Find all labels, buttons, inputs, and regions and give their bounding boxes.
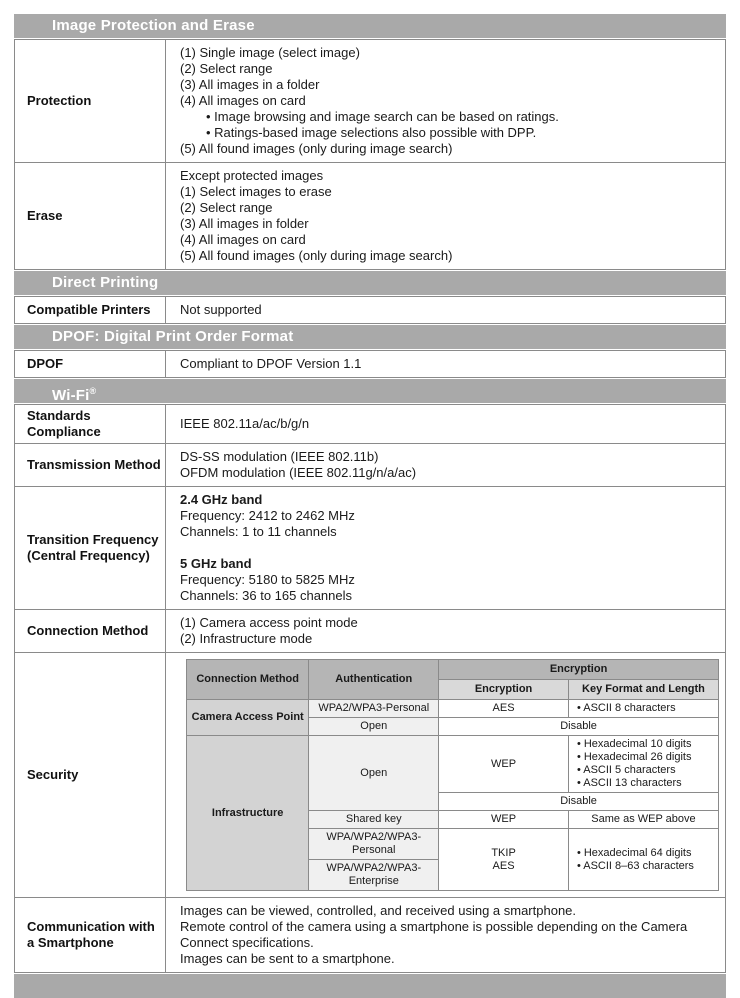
cell-encryption: [439, 829, 569, 891]
table-row-standards-compliance: [15, 405, 726, 444]
value-line: (4) All images on card: [180, 93, 306, 108]
cell-key-format: Same as WEP above: [568, 811, 718, 829]
value-bullet-line: • Ratings-based image selections also possible with DPP.: [206, 125, 537, 140]
cell-disable: Disable: [439, 718, 719, 736]
row-value-security: [166, 653, 726, 898]
cell-auth: Shared key: [309, 811, 439, 829]
row-value-compatible-printers: [166, 297, 726, 324]
row-label-connection-method: Connection Method: [15, 610, 166, 653]
row-label-erase: Erase: [15, 163, 166, 270]
row-label-dpof: DPOF: [15, 351, 166, 378]
row-label-transition-frequency: [15, 487, 166, 610]
label-line: a Smartphone: [27, 935, 114, 950]
row-value-transition-frequency: [166, 487, 726, 610]
value-line: Images can be sent to a smartphone.: [180, 951, 395, 966]
table-row-transition-frequency: [15, 487, 726, 610]
value-line: (3) All images in a folder: [180, 77, 320, 92]
cell-auth: WPA/WPA2/WPA3-Personal: [309, 829, 439, 860]
key-line: • Hexadecimal 26 digits: [576, 751, 692, 763]
security-row-cap-wpa-personal: [187, 700, 719, 718]
next-section-header-partial: [14, 974, 726, 998]
section-header-wifi: [14, 379, 726, 403]
value-line: (2) Select range: [180, 61, 273, 76]
row-value-dpof: [166, 351, 726, 378]
cell-key-format: [568, 736, 718, 793]
encryption-line: AES: [492, 859, 515, 872]
label-line: Compliance: [27, 424, 101, 439]
value-line: (5) All found images (only during image search): [180, 141, 453, 156]
key-line: • ASCII 8–63 characters: [576, 859, 694, 872]
cell-auth: WPA2/WPA3-Personal: [309, 700, 439, 718]
value-line: (3) All images in folder: [180, 216, 309, 231]
section-title: Direct Printing: [52, 274, 159, 291]
key-line: • Hexadecimal 64 digits: [576, 846, 692, 859]
cell-auth: Open: [309, 736, 439, 811]
section-header-image-protection-and-erase: [14, 14, 726, 38]
key-line: • Hexadecimal 10 digits: [576, 738, 692, 750]
value-line: IEEE 802.11a/ac/b/g/n: [180, 416, 310, 431]
cell-encryption: AES: [439, 700, 569, 718]
band-channels: Channels: 36 to 165 channels: [180, 588, 353, 603]
value-line: (2) Select range: [180, 200, 273, 215]
dpof-table: [14, 350, 726, 378]
section-title: DPOF: Digital Print Order Format: [52, 328, 294, 345]
security-header-row-1: [187, 660, 719, 680]
table-row-erase: [15, 163, 726, 270]
table-row-security: [15, 653, 726, 898]
table-row-communication-smartphone: [15, 898, 726, 973]
section-header-dpof: [14, 325, 726, 349]
row-value-communication-smartphone: [166, 898, 726, 973]
label-line: Standards: [27, 408, 91, 423]
value-line: DS-SS modulation (IEEE 802.11b): [180, 449, 379, 464]
value-line: (1) Select images to erase: [180, 184, 332, 199]
direct-printing-table: [14, 296, 726, 324]
label-line: Communication with: [27, 919, 155, 934]
header-encryption-group: Encryption: [439, 660, 719, 680]
cell-auth: WPA/WPA2/WPA3-Enterprise: [309, 860, 439, 891]
row-label-compatible-printers: Compatible Printers: [15, 297, 166, 324]
cell-key-format: [568, 829, 718, 891]
band-frequency: Frequency: 5180 to 5825 MHz: [180, 572, 355, 587]
value-line: Connect specifications.: [180, 935, 314, 950]
image-protection-table: [14, 39, 726, 270]
value-line: Compliant to DPOF Version 1.1: [180, 356, 362, 371]
section-header-direct-printing: [14, 271, 726, 295]
value-line: (1) Camera access point mode: [180, 615, 358, 630]
row-value-transmission-method: [166, 444, 726, 487]
row-label-communication-smartphone: [15, 898, 166, 973]
label-line: (Central Frequency): [27, 548, 150, 563]
value-line: (1) Single image (select image): [180, 45, 360, 60]
band-channels: Channels: 1 to 11 channels: [180, 524, 337, 539]
value-line: Except protected images: [180, 168, 324, 183]
label-line: Transition Frequency: [27, 532, 159, 547]
value-line: Remote control of the camera using a smartphone is possible depending on the Camera: [180, 919, 688, 934]
encryption-line: TKIP: [491, 846, 516, 859]
cell-key-format: • ASCII 8 characters: [568, 700, 718, 718]
row-label-standards-compliance: [15, 405, 166, 444]
wifi-table: [14, 404, 726, 973]
table-row-compatible-printers: [15, 297, 726, 324]
value-line: Images can be viewed, controlled, and received using a smartphone.: [180, 903, 577, 918]
key-line: • ASCII 13 characters: [576, 777, 682, 789]
table-row-connection-method: [15, 610, 726, 653]
band-name: 2.4 GHz band: [180, 492, 263, 507]
value-line: OFDM modulation (IEEE 802.11g/n/a/ac): [180, 465, 417, 480]
cell-encryption: WEP: [439, 811, 569, 829]
band-frequency: Frequency: 2412 to 2462 MHz: [180, 508, 355, 523]
key-line: • ASCII 5 characters: [576, 764, 676, 776]
header-authentication: Authentication: [309, 660, 439, 700]
row-value-connection-method: [166, 610, 726, 653]
table-row-protection: [15, 40, 726, 163]
row-label-protection: Protection: [15, 40, 166, 163]
row-label-transmission-method: Transmission Method: [15, 444, 166, 487]
band-5ghz: [180, 556, 719, 604]
row-value-protection: [166, 40, 726, 163]
band-2-4ghz: [180, 492, 719, 540]
band-name: 5 GHz band: [180, 556, 252, 571]
cell-auth: Open: [309, 718, 439, 736]
value-line: Not supported: [180, 302, 262, 317]
row-value-standards-compliance: [166, 405, 726, 444]
section-title: Wi-Fi: [52, 387, 90, 404]
security-matrix-table: [186, 659, 719, 891]
header-encryption: Encryption: [439, 680, 569, 700]
section-title: Image Protection and Erase: [52, 17, 255, 34]
row-label-security: Security: [15, 653, 166, 898]
cell-encryption: WEP: [439, 736, 569, 793]
table-row-transmission-method: [15, 444, 726, 487]
row-value-erase: [166, 163, 726, 270]
cell-camera-access-point: Camera Access Point: [187, 700, 309, 736]
value-line: (5) All found images (only during image search): [180, 248, 453, 263]
value-bullet-line: • Image browsing and image search can be based on ratings.: [206, 109, 559, 124]
cell-infrastructure: Infrastructure: [187, 736, 309, 891]
band-separator: [180, 540, 719, 556]
cell-disable: Disable: [439, 793, 719, 811]
security-row-infra-open-wep: [187, 736, 719, 793]
header-key-format: Key Format and Length: [568, 680, 718, 700]
value-line: (2) Infrastructure mode: [180, 631, 313, 646]
registered-trademark-symbol: ®: [89, 386, 97, 396]
table-row-dpof: [15, 351, 726, 378]
value-line: (4) All images on card: [180, 232, 306, 247]
header-connection-method: Connection Method: [187, 660, 309, 700]
